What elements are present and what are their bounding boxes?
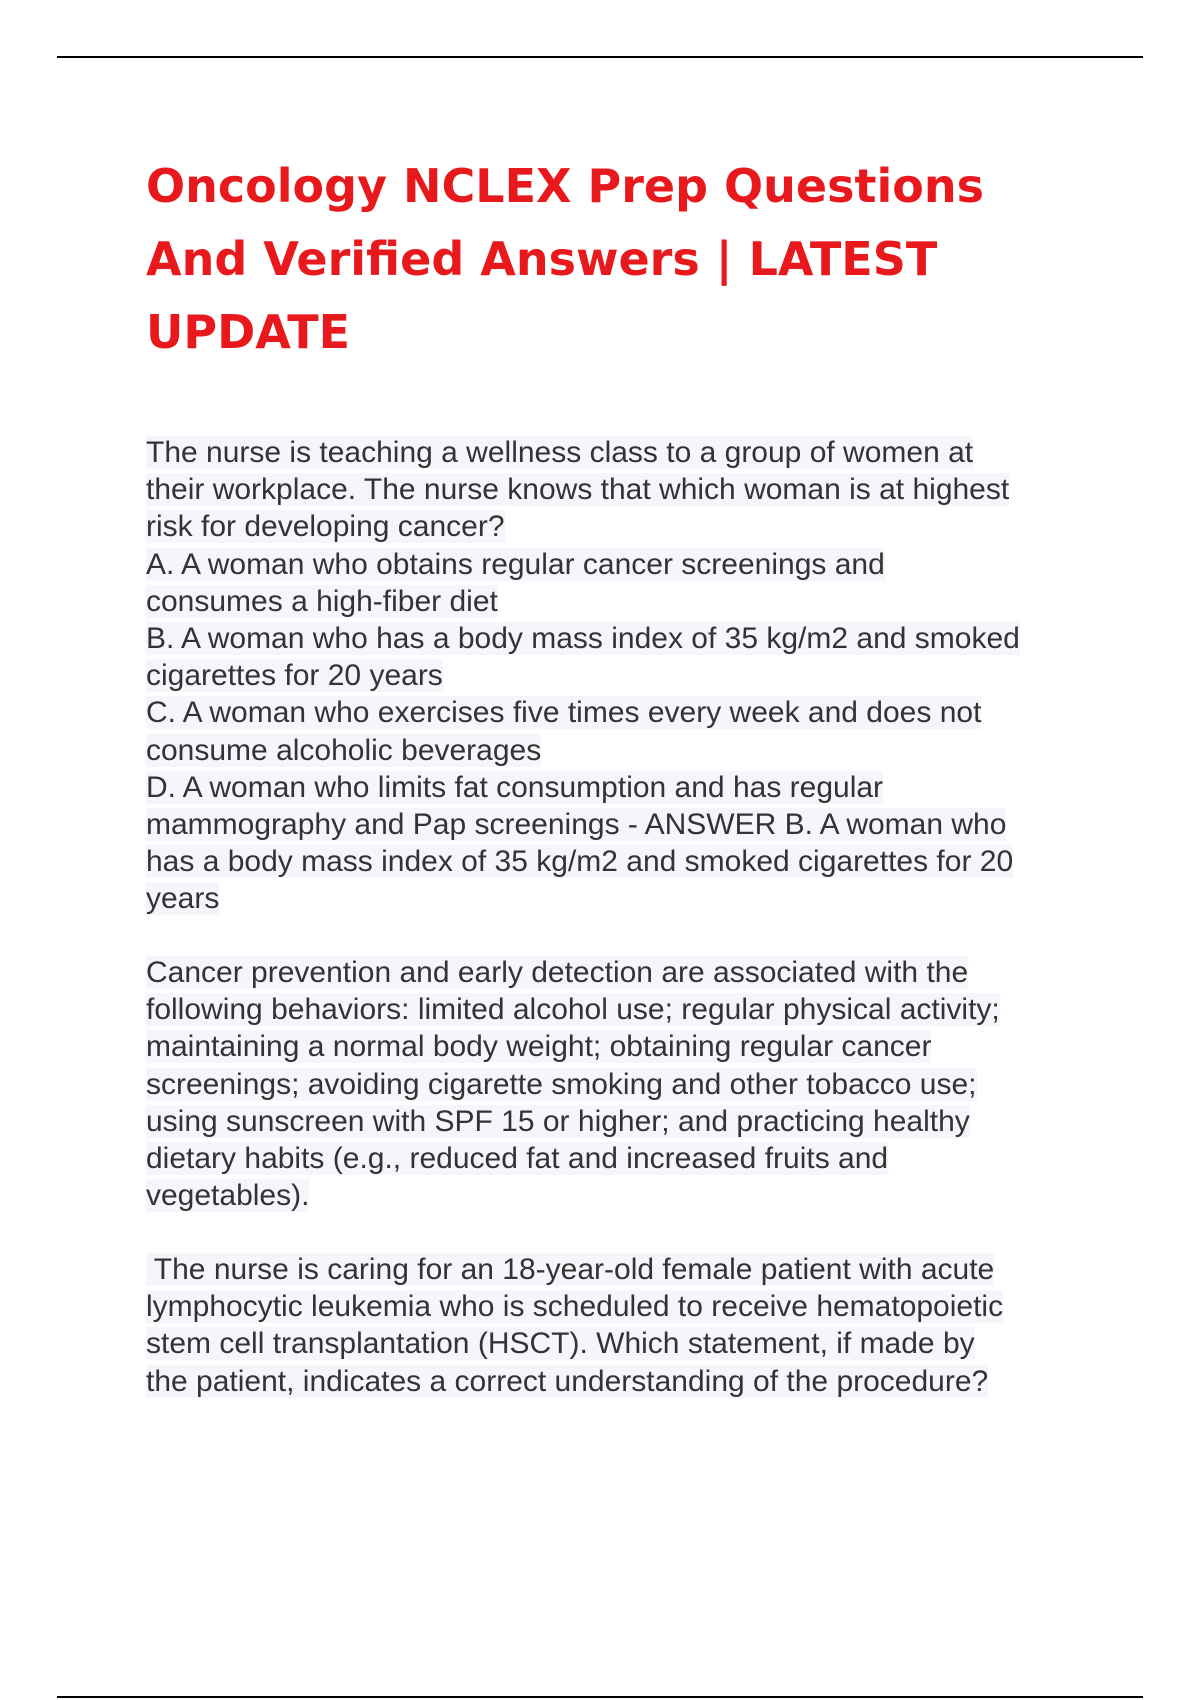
option-b-line: cigarettes for 20 years [146,659,443,693]
question-2-block [146,1251,1096,1400]
top-rule [57,56,1143,58]
question-2-line: the patient, indicates a correct understanding of the procedure? [146,1364,989,1398]
bottom-rule [57,1696,1143,1698]
explanation-line: following behaviors: limited alcohol use; regular physical activity; [146,993,1000,1027]
question-2-line: The nurse is caring for an 18-year-old female patient with acute [146,1253,995,1286]
option-c-line: C. A woman who exercises five times every week and does not [146,696,982,730]
document-title [146,150,1076,369]
question-2-line: stem cell transplantation (HSCT). Which statement, if made by [146,1327,975,1361]
explanation-line: Cancer prevention and early detection are associated with the [146,956,969,989]
explanation-line: dietary habits (e.g., reduced fat and increased fruits and [146,1142,889,1176]
answer-line: mammography and Pap screenings - ANSWER B. A woman who [146,808,1007,842]
option-a-line: consumes a high-fiber diet [146,584,498,618]
explanation-line: screenings; avoiding cigarette smoking and other tobacco use; [146,1067,977,1101]
answer-line: years [146,882,220,916]
title-line: Oncology NCLEX Prep Questions [146,159,984,213]
option-b-line: B. A woman who has a body mass index of 35 kg/m2 and smoked [146,622,1020,656]
title-line: UPDATE [146,305,351,359]
question-2-line: lymphocytic leukemia who is scheduled to receive hematopoietic [146,1290,1004,1324]
explanation-line: maintaining a normal body weight; obtaining regular cancer [146,1030,932,1064]
question-1-line: The nurse is teaching a wellness class to a group of women at [146,436,974,469]
option-d-line: D. A woman who limits fat consumption and has regular [146,770,884,804]
explanation-line: using sunscreen with SPF 15 or higher; and practicing healthy [146,1104,970,1138]
question-1-block [146,434,1096,918]
option-a-line: A. A woman who obtains regular cancer screenings and [146,547,885,581]
title-line: And Verified Answers | LATEST [146,232,938,286]
explanation-line: vegetables). [146,1179,310,1213]
answer-line: has a body mass index of 35 kg/m2 and smoked cigarettes for 20 [146,845,1014,879]
explanation-block [146,954,1096,1214]
question-1-line: their workplace. The nurse knows that which woman is at highest [146,473,1010,507]
question-1-line: risk for developing cancer? [146,510,505,544]
option-c-line: consume alcoholic beverages [146,733,542,767]
